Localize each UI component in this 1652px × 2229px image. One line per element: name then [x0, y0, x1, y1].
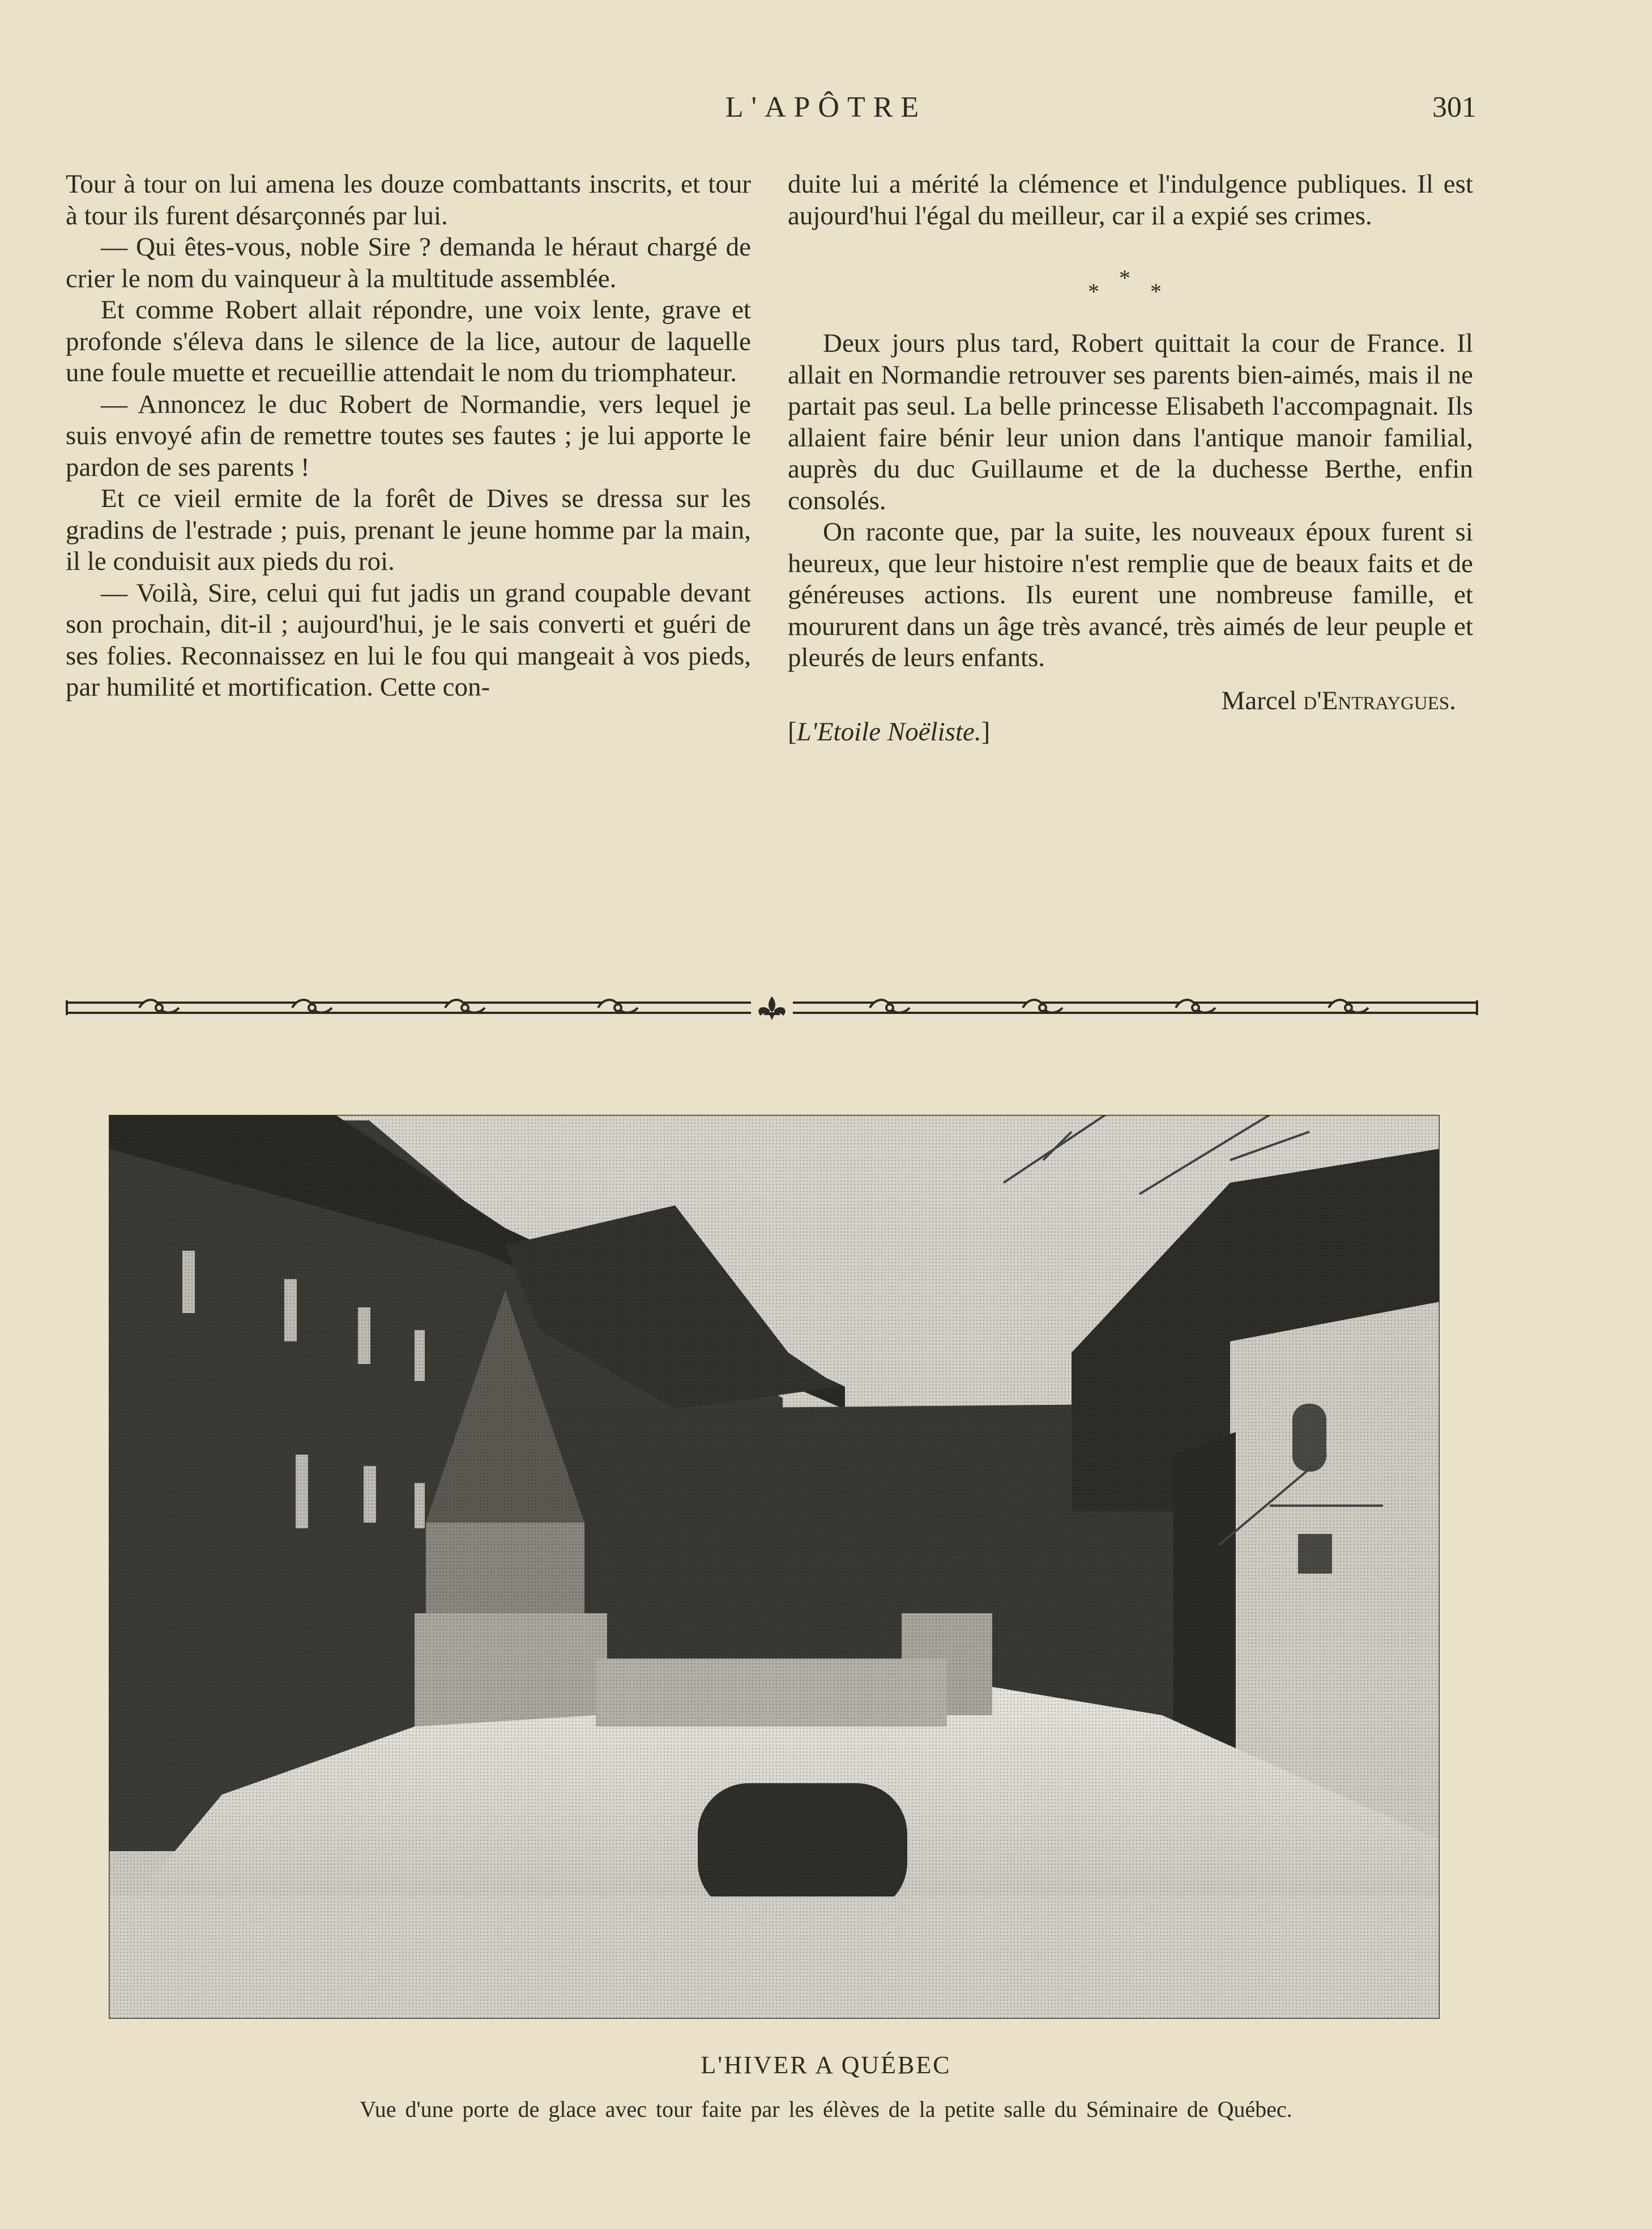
paragraph: Tour à tour on lui amena les douze combattants inscrits, et tour à tour ils furent désarçonnés par lui. [66, 169, 751, 231]
photo-caption-text: Vue d'une porte de glace avec tour faite par les élèves de la petite salle du Séminaire de Québec. [360, 2096, 1292, 2122]
source-citation [788, 717, 1473, 748]
paragraph: On raconte que, par la suite, les nouveaux époux furent si heureux, que leur histoire n'est remplie que de beaux faits et de généreuses actions. Ils eurent une nombreuse famille, et moururent dans un âge très avancé, très aimés de leur peuple et pleurés de leurs enfants. [788, 517, 1473, 672]
paragraph-continuation: duite lui a mérité la clémence et l'indulgence publiques. Il est aujourd'hui l'égal du meilleur, car il a expié ses crimes. [788, 169, 1473, 231]
paragraph: — Qui êtes-vous, noble Sire ? demanda le héraut chargé de crier le nom du vainqueur à la multitude assemblée. [66, 232, 751, 293]
right-column [788, 169, 1473, 748]
asterisk-mark: * [1119, 265, 1130, 291]
bracket-open: [ [788, 717, 797, 747]
paragraph: Et ce vieil ermite de la forêt de Dives se dressa sur les gradins de l'estrade ; puis, prenant le jeune homme par la main, il le conduisit aux pieds du roi. [66, 484, 751, 576]
author-first-name: Marcel [1221, 685, 1304, 715]
photo-caption-title: L'HIVER A QUÉBEC [701, 2051, 951, 2079]
author-last-name: d'Entraygues. [1303, 685, 1456, 715]
page-header [0, 91, 1652, 136]
ornamental-divider [66, 995, 1478, 1021]
asterisk-mark: * [1088, 279, 1099, 304]
paragraph: Et comme Robert allait répondre, une voix lente, grave et profonde s'éleva dans le silence de la lice, autour de laquelle une foule muette et recueillie attendait le nom du triomphateur. [66, 295, 751, 387]
paragraph: Deux jours plus tard, Robert quittait la cour de France. Il allait en Normandie retrouver ses parents bien-aimés, mais il ne partait pas seul. La belle princesse Elisabeth l'accompagnait. Ils allaient faire bénir leur union dans l'antique manoir familial, auprès du duc Guillaume et de la duchesse Berthe, enfin consolés. [788, 329, 1473, 515]
asterisk-mark: * [1150, 279, 1162, 304]
page-number: 301 [1432, 91, 1476, 123]
running-title: L'APÔTRE [725, 91, 927, 123]
author-signature [788, 685, 1473, 717]
source-title: L'Etoile Noëliste. [796, 717, 981, 747]
winter-ice-gate-photo [109, 1115, 1440, 2019]
bracket-close: ] [981, 717, 991, 747]
paragraph: — Voilà, Sire, celui qui fut jadis un grand coupable devant son prochain, dit-il ; aujourd'hui, je le sais converti et guéri de ses folies. Reconnaissez en lui le fou qui mangeait à vos pieds, par humilité et mortification. Cette con- [66, 578, 751, 702]
paragraph: — Annoncez le duc Robert de Normandie, vers lequel je suis envoyé afin de remettre toutes ses fautes ; je lui apporte le pardon de ses parents ! [66, 389, 751, 482]
left-column [66, 169, 751, 704]
asterism [788, 265, 1473, 304]
fleur-de-lis-icon [758, 996, 785, 1020]
